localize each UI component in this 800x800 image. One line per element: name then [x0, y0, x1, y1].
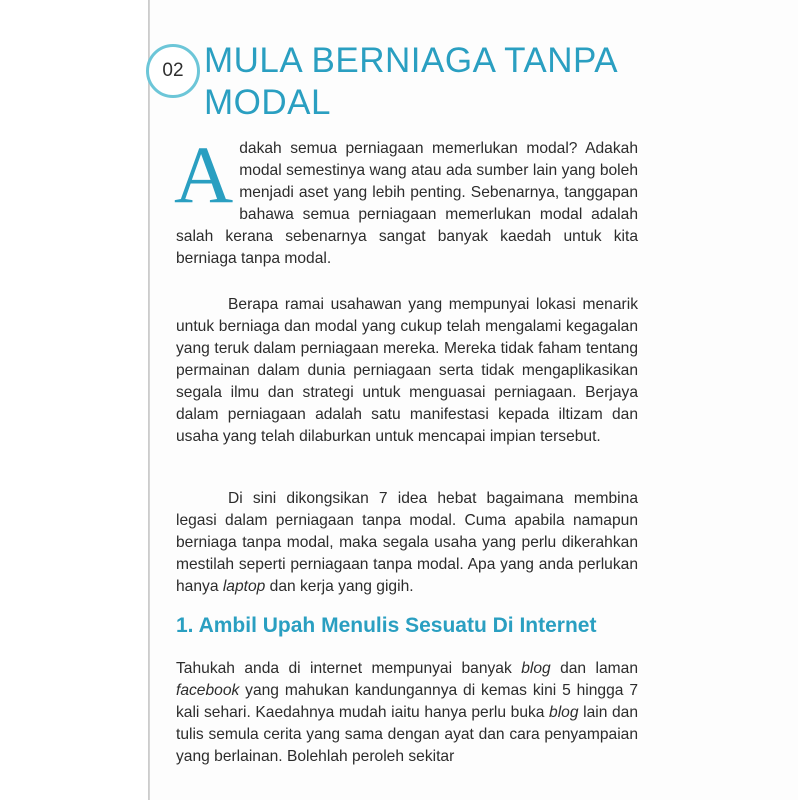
paragraph-4-part-1: Tahukah anda di internet mempunyai banyak [176, 660, 522, 677]
section-heading-1: 1. Ambil Upah Menulis Sesuatu Di Internet [176, 614, 597, 637]
paragraph-3 [176, 488, 638, 598]
paragraph-3-text: Di sini dikongsikan 7 idea hebat bagaimana membina legasi dalam perniagaan tanpa modal. Cuma apabila namapun berniaga tanpa modal, maka segala usaha yang perlu dikerahkan mestilah seperti perniagaan tanpa modal. Apa yang anda perlukan hanya [176, 490, 638, 595]
paragraph-4-part-3: yang mahukan kandungannya di kemas kini 5 hingga 7 kali sehari. Kaedahnya mudah iaitu hanya perlu buka [176, 682, 638, 721]
chapter-title: MULA BERNIAGA TANPA MODAL [204, 41, 617, 122]
paragraph-4-part-4: lain dan tulis semula cerita yang sama dengan ayat dan cara penyampaian yang berlainan. Bolehlah peroleh sekitar [176, 704, 638, 765]
chapter-number-badge [146, 44, 200, 98]
chapter-number: 02 [162, 60, 184, 81]
italic-term-blog-2: blog [549, 704, 579, 721]
intro-paragraph-text: dakah semua perniagaan memerlukan modal? Adakah modal semestinya wang atau ada sumber lain yang boleh menjadi aset yang lebih penting. Sebenarnya, tanggapan bahawa semua perniagaan memerlukan modal adalah salah kerana sebenarnya sangat banyak kaedah untuk kita berniaga tanpa modal. [176, 140, 638, 267]
paragraph-4 [176, 658, 638, 768]
paragraph-2: Berapa ramai usahawan yang mempunyai lokasi menarik untuk berniaga dan modal yang cukup telah mengalami kegagalan yang teruk dalam perniagaan mereka. Mereka tidak faham tentang permainan dalam dunia perniagaan serta tidak mengaplikasikan segala ilmu dan strategi untuk menguasai perniagaan. Berjaya dalam perniagaan adalah satu manifestasi kepada iltizam dan usaha yang telah dilaburkan untuk mencapai impian tersebut. [176, 296, 638, 445]
italic-term-facebook: facebook [176, 682, 240, 699]
italic-term-laptop: laptop [222, 578, 266, 595]
paragraph-4-part-2: dan laman [550, 660, 638, 677]
paragraph-3-end: dan kerja yang gigih. [265, 578, 414, 595]
intro-paragraph [174, 129, 638, 270]
drop-cap: A [174, 129, 234, 220]
italic-term-blog: blog [521, 660, 551, 677]
